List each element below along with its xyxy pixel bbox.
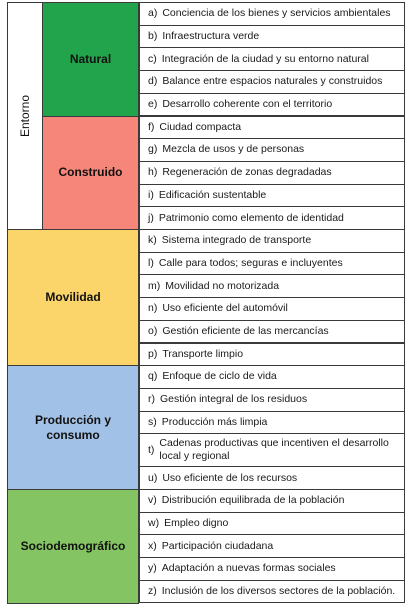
list-item xyxy=(139,206,405,230)
list-item xyxy=(139,297,405,321)
item-letter: b) xyxy=(148,29,158,42)
list-item xyxy=(139,489,405,513)
section-entorno xyxy=(7,2,43,230)
item-letter: z) xyxy=(148,585,157,598)
item-text: Conciencia de los bienes y servicios ambientales xyxy=(162,7,391,20)
item-text: Inclusión de los diversos sectores de la población. xyxy=(161,585,396,598)
item-text: Patrimonio como elemento de identidad xyxy=(158,211,344,224)
item-text: Ciudad compacta xyxy=(159,120,242,133)
list-item xyxy=(139,557,405,581)
item-letter: e) xyxy=(148,98,158,111)
list-item xyxy=(139,433,405,467)
item-text: Enfoque de ciclo de vida xyxy=(162,370,277,383)
subsection-construido: Construido xyxy=(42,116,139,231)
item-text: Gestión integral de los residuos xyxy=(160,393,308,406)
item-letter: w) xyxy=(148,516,160,529)
item-letter: c) xyxy=(148,52,157,65)
item-letter: n) xyxy=(148,302,158,315)
list-item xyxy=(139,274,405,298)
list-item xyxy=(139,2,405,26)
item-letter: a) xyxy=(148,7,158,20)
item-letter: p) xyxy=(148,347,158,360)
list-item xyxy=(139,229,405,253)
list-item xyxy=(139,365,405,389)
item-letter: r) xyxy=(148,393,155,406)
item-letter: s) xyxy=(148,415,157,428)
item-letter: g) xyxy=(148,143,158,156)
item-letter: f) xyxy=(148,120,155,133)
item-text: Balance entre espacios naturales y construidos xyxy=(162,75,383,88)
item-text: Transporte limpio xyxy=(162,347,244,360)
item-text: Mezcla de usos y de personas xyxy=(162,143,305,156)
list-item xyxy=(139,252,405,276)
section-movilidad xyxy=(7,229,139,366)
item-text: Regeneración de zonas degradadas xyxy=(162,166,332,179)
item-text: Adaptación a nuevas formas sociales xyxy=(161,562,336,575)
item-letter: o) xyxy=(148,325,158,338)
item-letter: x) xyxy=(148,539,157,552)
item-text: Calle para todos; seguras e incluyentes xyxy=(158,256,343,269)
item-letter: u) xyxy=(148,471,158,484)
item-text: Movilidad no motorizada xyxy=(165,279,280,292)
list-item xyxy=(139,534,405,558)
item-letter: l) xyxy=(148,256,154,269)
item-text: Gestión eficiente de las mercancías xyxy=(162,325,329,338)
list-item xyxy=(139,25,405,49)
list-item xyxy=(139,320,405,344)
subsection-natural: Natural xyxy=(42,2,139,117)
section-sociodemografico-label: Sociodemográfico xyxy=(20,538,126,553)
item-text: Edificación sustentable xyxy=(158,188,267,201)
section-label-entorno: Entorno xyxy=(18,94,32,138)
item-letter: y) xyxy=(148,562,157,575)
list-item xyxy=(139,70,405,94)
item-text: Producción más limpia xyxy=(161,415,268,428)
item-letter: m) xyxy=(148,279,161,292)
item-letter: h) xyxy=(148,166,158,179)
list-item xyxy=(139,388,405,412)
item-letter: k) xyxy=(148,234,157,247)
item-letter: q) xyxy=(148,370,158,383)
item-text: Desarrollo coherente con el territorio xyxy=(162,98,333,111)
list-item xyxy=(139,161,405,185)
list-item xyxy=(139,343,405,367)
list-item xyxy=(139,411,405,435)
list-item xyxy=(139,138,405,162)
list-item xyxy=(139,184,405,208)
item-letter: i) xyxy=(148,188,154,201)
item-letter: v) xyxy=(148,494,157,507)
item-letter: j) xyxy=(148,211,154,224)
item-text: Participación ciudadana xyxy=(161,539,274,552)
item-letter: t) xyxy=(148,443,155,456)
section-produccion xyxy=(7,365,139,490)
item-text: Empleo digno xyxy=(164,516,229,529)
list-item xyxy=(139,512,405,536)
section-produccion-label: Producción y consumo xyxy=(34,412,111,442)
item-text: Uso eficiente del automóvil xyxy=(162,302,288,315)
item-text: Infraestructura verde xyxy=(162,29,260,42)
item-text: Integración de la ciudad y su entorno natural xyxy=(161,52,369,65)
item-text: Cadenas productivas que incentiven el desarrollo local y regional xyxy=(159,437,389,463)
section-sociodemografico xyxy=(7,489,139,604)
list-item xyxy=(139,466,405,490)
list-item xyxy=(139,93,405,117)
item-text: Sistema integrado de transporte xyxy=(161,234,312,247)
item-text: Distribución equilibrada de la población xyxy=(161,494,345,507)
item-text: Uso eficiente de los recursos xyxy=(162,471,298,484)
list-item xyxy=(139,47,405,71)
section-movilidad-label: Movilidad xyxy=(45,290,101,305)
list-item xyxy=(139,116,405,140)
item-letter: d) xyxy=(148,75,158,88)
